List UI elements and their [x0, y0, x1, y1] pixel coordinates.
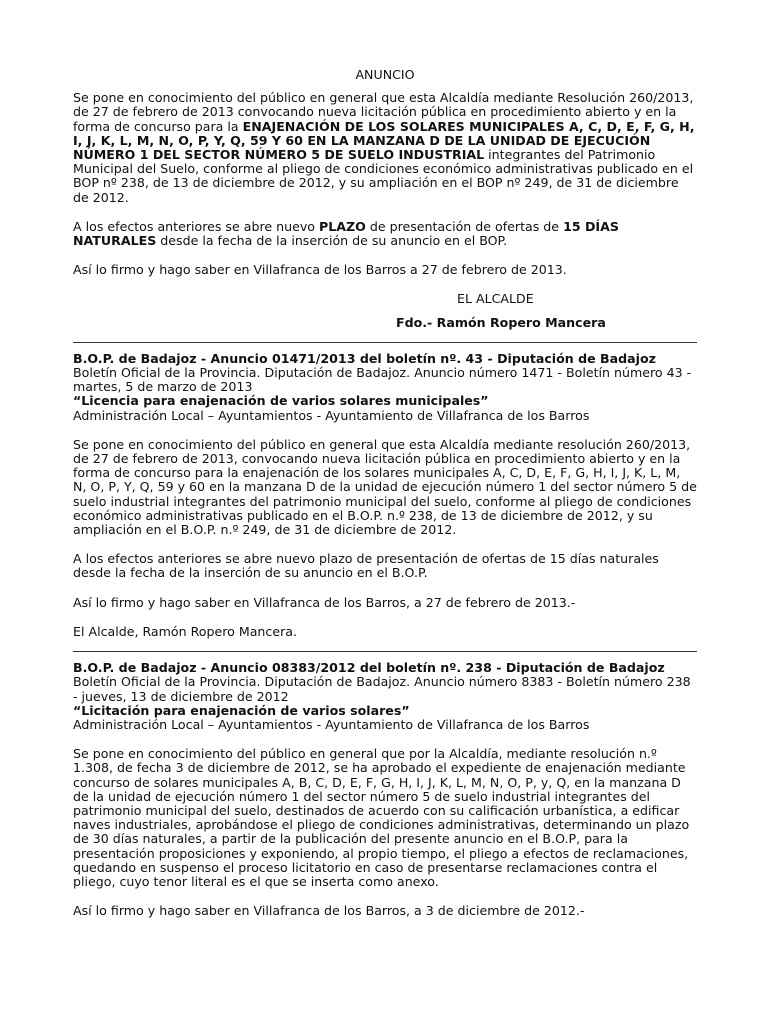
bop1-paragraph-3: Así lo firmo y hago saber en Villafranca de los Barros, a 27 de febrero de 2013.-: [73, 594, 576, 610]
bop1-category: Administración Local – Ayuntamientos - Ayuntamiento de Villafranca de los Barros: [73, 407, 590, 423]
signer-name: Fdo.- Ramón Ropero Mancera: [396, 314, 606, 330]
bop1-subject: “Licencia para enajenación de varios solares municipales”: [73, 393, 489, 409]
anuncio-p2-text-b: de presentación de ofertas de: [365, 218, 564, 234]
anuncio-paragraph-2: [73, 220, 697, 248]
signer-role: EL ALCALDE: [457, 291, 534, 307]
anuncio-p1-text-a: Se pone en conocimiento del público en general que esta Alcaldía mediante Resolución 260/2013, de 27 de febrero de 2013 convocando nueva licitación pública en procedimiento abierto y en la forma de concurso para la: [73, 90, 694, 134]
bop2-paragraph-1: Se pone en conocimiento del público en general que por la Alcaldía, mediante resolución n.º 1.308, de fecha 3 de diciembre de 2012, se ha aprobado el expediente de enajenación mediante concurso de solares municipales A, B, C, D, E, F, G, H, I, J, K, L, M, N, O, P, y, Q, en la manzana D de la unidad de ejecución número 1 del sector número 5 de suelo industrial integrantes del patrimonio municipal del suelo, destinados de acuerdo con su calificación urbanística, a edificar naves industriales, aprobándose el pliego de condiciones administrativas, determinando un plazo de 30 días naturales, a partir de la publicación del presente anuncio en el B.O.P, para la presentación proposiciones y exponiendo, al propio tiempo, el pliego a efectos de reclamaciones, quedando en suspenso el proceso licitatorio en caso de presentarse reclamaciones contra el pliego, cuyo tenor literal es el que se inserta como anexo.: [73, 746, 690, 889]
bop2-category: Administración Local – Ayuntamientos - Ayuntamiento de Villafranca de los Barros: [73, 716, 590, 732]
bop1-paragraph-1: Se pone en conocimiento del público en general que esta Alcaldía mediante resolución 260/2013, de 27 de febrero de 2013, convocando nueva licitación pública en procedimiento abierto y en la forma de concurso para la enajenación de los solares municipales A, C, D, E, F, G, H, I, J, K, L, M, N, O, P, Y, Q, 59 y 60 en la manzana D de la unidad de ejecución número 1 del sector número 5 de suelo industrial integrantes del patrimonio municipal del suelo, conforme al pliego de condiciones económico administrativas publicado en el B.O.P. n.º 238, de 13 de diciembre de 2012, y su ampliación en el B.O.P. n.º 249, de 31 de diciembre de 2012.: [73, 436, 697, 538]
anuncio-p2-text-a: A los efectos anteriores se abre nuevo: [73, 218, 319, 234]
bop2-paragraph-2: Así lo firmo y hago saber en Villafranca de los Barros, a 3 de diciembre de 2012.-: [73, 903, 585, 919]
anuncio-p1-text-b: integrantes del Patrimonio Municipal del Suelo, conforme al pliego de condiciones económico administrativas publicado en el BOP nº 238, de 13 de diciembre de 2012, y su ampliación en el BOP nº 249, de 31 de diciembre de 2012.: [73, 147, 694, 205]
bop1-paragraph-4: El Alcalde, Ramón Ropero Mancera.: [73, 623, 297, 639]
anuncio-paragraph-1: [73, 91, 697, 205]
anuncio-p2-bold-plazo: PLAZO: [318, 218, 366, 234]
bop2-heading: B.O.P. de Badajoz - Anuncio 08383/2012 del boletín nº. 238 - Diputación de Badajoz: [73, 660, 665, 676]
document-page: [73, 68, 697, 918]
bop1-paragraph-2: A los efectos anteriores se abre nuevo plazo de presentación de ofertas de 15 días naturales desde la fecha de la inserción de su anuncio en el B.O.P.: [73, 551, 659, 581]
anuncio-heading: ANUNCIO: [355, 67, 415, 82]
bop2-subject: “Licitación para enajenación de varios solares”: [73, 702, 410, 718]
bop1-meta: Boletín Oficial de la Provincia. Diputación de Badajoz. Anuncio número 1471 - Boletín número 43 - martes, 5 de marzo de 2013: [73, 365, 692, 395]
anuncio-p2-bold-dias: 15 DÍAS NATURALES: [73, 218, 619, 249]
bop1-heading: B.O.P. de Badajoz - Anuncio 01471/2013 del boletín nº. 43 - Diputación de Badajoz: [73, 350, 656, 366]
anuncio-paragraph-3: Así lo firmo y hago saber en Villafranca de los Barros a 27 de febrero de 2013.: [73, 262, 567, 278]
bop2-meta: Boletín Oficial de la Provincia. Diputación de Badajoz. Anuncio número 8383 - Boletín número 238 - jueves, 13 de diciembre de 2012: [73, 674, 691, 704]
anuncio-p1-bold-text: ENAJENACIÓN DE LOS SOLARES MUNICIPALES A, C, D, E, F, G, H, I, J, K, L, M, N, O, P, Y, Q, 59 Y 60 EN LA MANZANA D DE LA UNIDAD DE EJECUCIÓN NÚMERO 1 DEL SECTOR NÚMERO 5 DE SUELO INDUSTRIAL: [73, 118, 695, 163]
anuncio-p2-text-c: desde la fecha de la inserción de su anuncio en el BOP.: [156, 233, 508, 249]
